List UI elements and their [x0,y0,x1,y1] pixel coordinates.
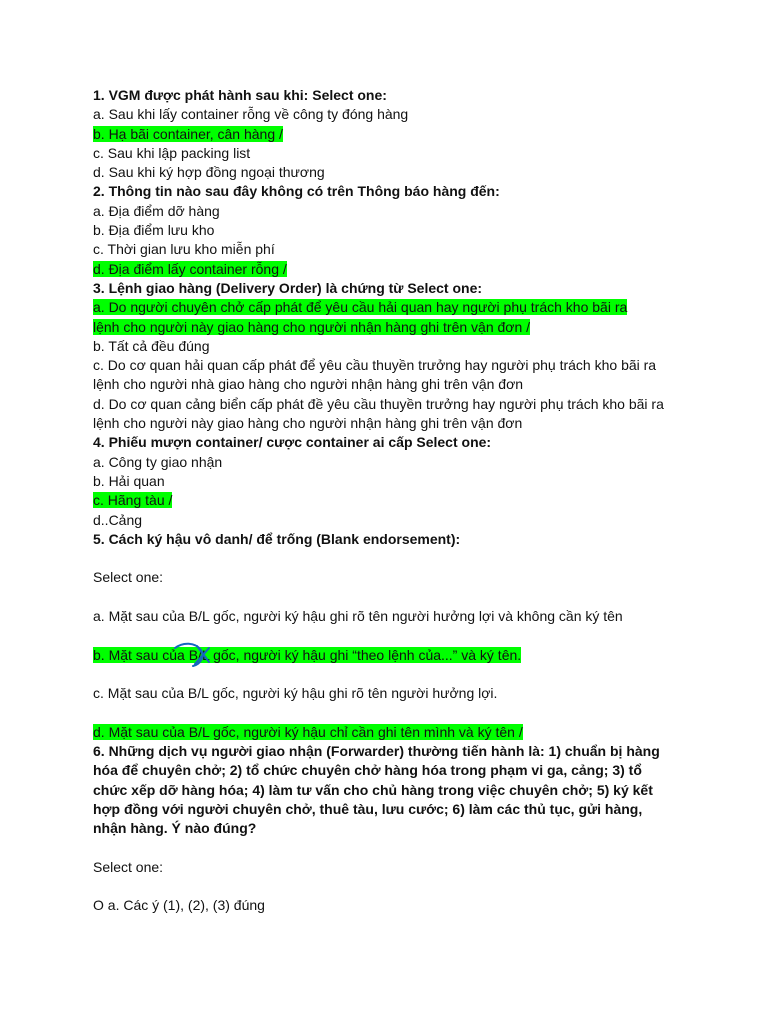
document-page [93,86,683,916]
question-3-option-d: d. Do cơ quan cảng biển cấp phát đề yêu cầu thuyền trưởng hay người phụ trách kho bãi ra lệnh cho người này giao hàng cho người nhận hàng ghi trên vận đơn [93,395,664,432]
question-2-option-a: a. Địa điểm dỡ hàng [93,202,220,219]
spacer [93,588,683,607]
question-6-select-one: Select one: [93,858,164,875]
question-2-option-c: c. Thời gian lưu kho miễn phí [93,241,275,258]
spacer [93,839,683,858]
question-6-option-a: O a. Các ý (1), (2), (3) đúng [93,897,265,914]
question-5-option-c: c. Mặt sau của B/L gốc, người ký hậu ghi rõ tên người hưởng lợi. [93,685,498,702]
question-3-option-a-highlighted: a. Do người chuyên chở cấp phát để yêu cầu hải quan hay người phụ trách kho bãi ra lệnh cho người này giao hàng cho người nhận hàng ghi trên vận đơn / [93,299,628,335]
question-4-option-b: b. Hải quan [93,472,165,489]
question-1-option-a: a. Sau khi lấy container rỗng về công ty đóng hàng [93,106,409,123]
question-5-option-b-row [93,646,683,665]
question-4-option-a: a. Công ty giao nhận [93,453,223,470]
question-5-option-a: a. Mặt sau của B/L gốc, người ký hậu ghi rõ tên người hưởng lợi và không cần ký tên [93,608,623,625]
spacer [93,665,683,684]
question-6: 6. Những dịch vụ người giao nhận (Forwarder) thường tiến hành là: 1) chuẩn bị hàng hóa để chuyên chở; 2) tổ chức chuyên chở hàng hóa trong phạm vi ga, cảng; 3) tổ chức xếp dỡ hàng hóa; 4) làm tư vấn cho chủ hàng trong việc chuyên chở; 5) ký kết hợp đồng với người chuyên chở, thuê tàu, lưu cước; 6) làm các thủ tục, gửi hàng, nhận hàng. Ý nào đúng? [93,743,660,837]
question-1-option-d: d. Sau khi ký hợp đồng ngoại thương [93,164,325,181]
question-2-option-b: b. Địa điểm lưu kho [93,222,215,239]
spacer [93,877,683,896]
question-4: 4. Phiếu mượn container/ cược container ai cấp Select one: [93,434,492,451]
question-1-option-c: c. Sau khi lập packing list [93,144,251,161]
question-5: 5. Cách ký hậu vô danh/ để trống (Blank endorsement): [93,530,461,547]
question-2: 2. Thông tin nào sau đây không có trên Thông báo hàng đến: [93,183,500,200]
question-5-select-one: Select one: [93,569,164,586]
question-1-option-b-highlighted: b. Hạ bãi container, cân hàng / [93,125,283,142]
question-1: 1. VGM được phát hành sau khi: Select one: [93,87,387,103]
question-3-option-b: b. Tất cả đều đúng [93,337,210,354]
question-5-option-d-highlighted: d. Mặt sau của B/L gốc, người ký hậu chỉ cần ghi tên mình và ký tên / [93,723,523,740]
spacer [93,626,683,645]
question-5-option-b-highlighted: b. Mặt sau của B/L gốc, người ký hậu ghi “theo lệnh của...” và ký tên. [93,646,522,663]
spacer [93,549,683,568]
question-3-option-c: c. Do cơ quan hải quan cấp phát để yêu cầu thuyền trưởng hay người phụ trách kho bãi ra lệnh cho người nhà giao hàng cho người nhận hàng ghi trên vận đơn [93,357,657,393]
question-4-option-d: d..Cảng [93,511,143,528]
question-3: 3. Lệnh giao hàng (Delivery Order) là chứng từ Select one: [93,279,483,296]
question-2-option-d-highlighted: d. Địa điểm lấy container rỗng / [93,260,287,277]
spacer [93,704,683,723]
question-4-option-c-highlighted: c. Hãng tàu / [93,492,173,509]
